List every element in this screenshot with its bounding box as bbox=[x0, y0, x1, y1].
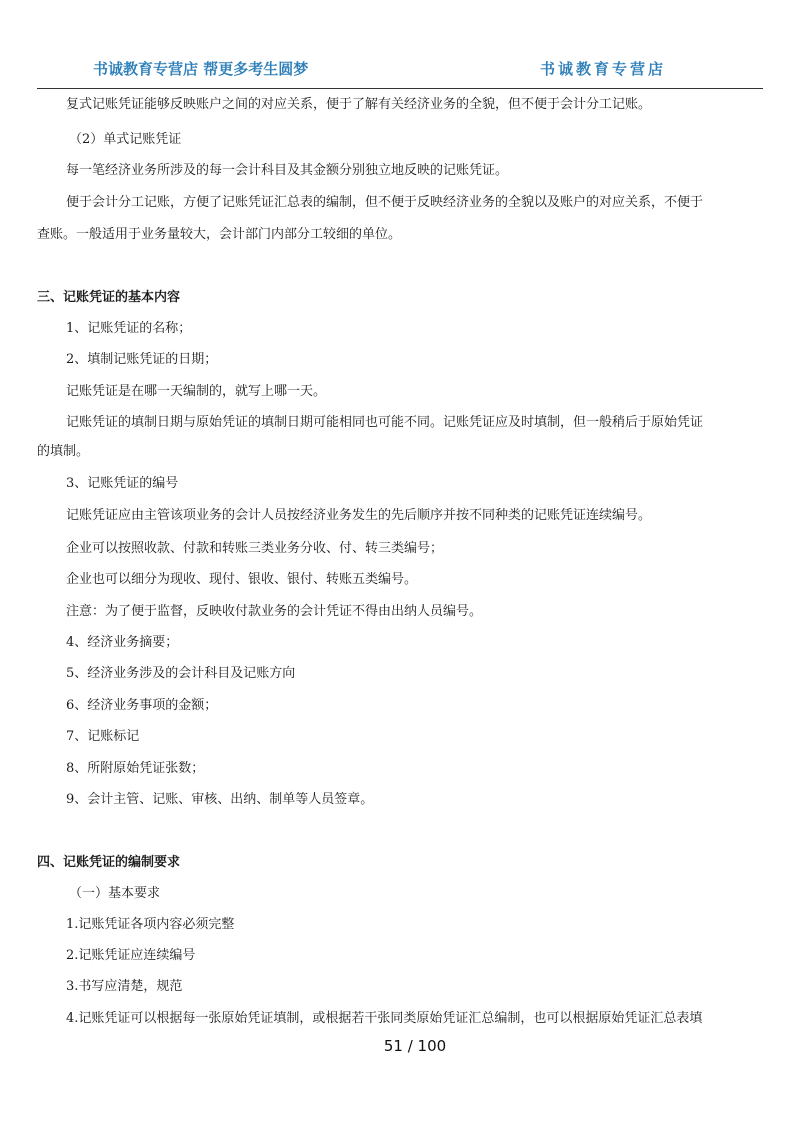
list-item: 7、记账标记 bbox=[66, 729, 140, 744]
note-line: 注意：为了便于监督，反映收付款业务的会计凭证不得由出纳人员编号。 bbox=[66, 604, 483, 619]
body-line: 查账。一般适用于业务量较大，会计部门内部分工较细的单位。 bbox=[37, 227, 402, 242]
list-item: 8、所附原始凭证张数； bbox=[66, 761, 205, 776]
body-line: 的填制。 bbox=[37, 444, 90, 459]
list-item: 3、记账凭证的编号 bbox=[66, 476, 179, 491]
body-line: 记账凭证应由主管该项业务的会计人员按经济业务发生的先后顺序并按不同种类的记账凭证连续编号。 bbox=[66, 508, 652, 523]
list-item: 1、记账凭证的名称； bbox=[66, 321, 192, 336]
body-line: 企业可以按照收款、付款和转账三类业务分收、付、转三类编号； bbox=[66, 541, 444, 556]
list-item: 2.记账凭证应连续编号 bbox=[66, 948, 196, 963]
list-item: 9、会计主管、记账、审核、出纳、制单等人员签章。 bbox=[66, 792, 374, 807]
list-item: 2、填制记账凭证的日期； bbox=[66, 352, 218, 367]
body-line: 企业也可以细分为现收、现付、银收、银付、转账五类编号。 bbox=[66, 572, 418, 587]
list-item: 6、经济业务事项的金额； bbox=[66, 698, 218, 713]
body-line: 每一笔经济业务所涉及的每一会计科目及其金额分别独立地反映的记账凭证。 bbox=[66, 163, 509, 178]
body-line: （2）单式记账凭证 bbox=[69, 132, 182, 147]
body-line: 记账凭证是在哪一天编制的，就写上哪一天。 bbox=[66, 384, 327, 399]
list-item: 4.记账凭证可以根据每一张原始凭证填制，或根据若干张同类原始凭证汇总编制，也可以根据原始凭证汇总表填 bbox=[66, 1011, 703, 1026]
header-divider bbox=[37, 88, 763, 89]
body-line: 便于会计分工记账，方便了记账凭证汇总表的编制，但不便于反映经济业务的全貌以及账户的对应关系，不便于 bbox=[66, 195, 704, 210]
list-item: 1.记账凭证各项内容必须完整 bbox=[66, 917, 235, 932]
header-shop-name: 书诚教育专营店 bbox=[540, 60, 667, 78]
page-number: 51 / 100 bbox=[383, 1037, 447, 1055]
list-item: 5、经济业务涉及的会计科目及记账方向 bbox=[66, 666, 296, 681]
list-item: 4、经济业务摘要； bbox=[66, 635, 179, 650]
section-heading-3: 三、记账凭证的基本内容 bbox=[37, 290, 181, 305]
body-line: 记账凭证的填制日期与原始凭证的填制日期可能相同也可能不同。记账凭证应及时填制，但一般稍后于原始凭证 bbox=[66, 415, 704, 430]
subsection-heading: （一）基本要求 bbox=[69, 886, 161, 901]
section-heading-4: 四、记账凭证的编制要求 bbox=[37, 855, 181, 870]
list-item: 3.书写应清楚，规范 bbox=[66, 979, 183, 994]
body-line: 复式记账凭证能够反映账户之间的对应关系，便于了解有关经济业务的全貌，但不便于会计分工记账。 bbox=[66, 97, 652, 112]
header-shop-slogan: 书诚教育专营店 帮更多考生圆梦 bbox=[93, 60, 309, 78]
